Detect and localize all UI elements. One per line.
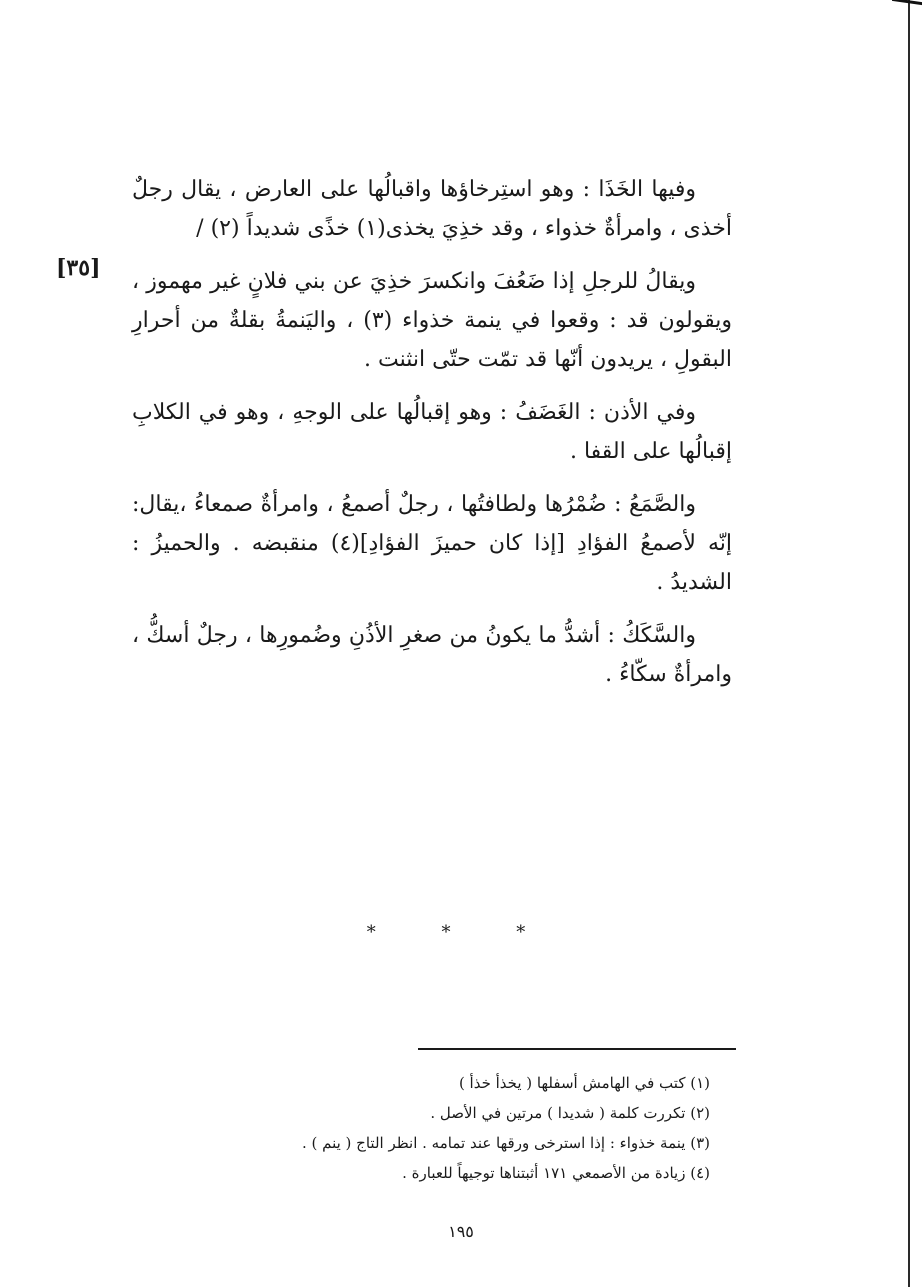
footnote-rule — [418, 1048, 736, 1050]
page-margin-marker: [٣٥] — [56, 255, 101, 281]
page-edge-line — [908, 0, 910, 1287]
paragraph-1: وفيها الخَذَا : وهو استِرخاؤها واقبالُها على العارض ، يقال رجلٌ أخذى ، وامرأةٌ خذواء ، وقد خذِيَ يخذى(١) خذًى شديداً (٢) / — [132, 177, 732, 241]
footnotes — [150, 1068, 710, 1188]
footnote-3: (٣) ينمة خذواء : إذا استرخى ورقها عند تمامه . انظر التاج ( ينم ) . — [301, 1134, 710, 1152]
footnote-4: (٤) زيادة من الأصمعي ١٧١ أثبتناها توجيهاً للعبارة . — [402, 1164, 710, 1182]
footnote-2: (٢) تكررت كلمة ( شديدا ) مرتين في الأصل . — [430, 1104, 710, 1122]
paragraph-3: وفي الأذن : الغَضَفُ : وهو إقبالُها على الوجهِ ، وهو في الكلابِ إقبالُها على القفا . — [132, 400, 732, 464]
page-corner-mark — [892, 0, 922, 11]
section-separator: * * * — [366, 922, 556, 943]
paragraph-4: والصَّمَعُ : ضُمْرُها ولطافتُها ، رجلٌ أصمعُ ، وامرأةٌ صمعاءُ ،يقال: إنّه لأصمعُ الفؤادِ [إذا كان حميزَ الفؤادِ](٤) منقبضه . والحميزُ : الشديدُ . — [132, 492, 732, 595]
main-text — [132, 170, 732, 708]
paragraph-5: والسَّكَكُ : أشدُّ ما يكونُ من صغرِ الأذُنِ وضُمورِها ، رجلٌ أسكُّ ، وامرأةٌ سكّاءُ . — [132, 623, 732, 687]
footnote-1: (١) كتب في الهامش أسفلها ( يخذأ خذأ ) — [458, 1074, 710, 1092]
page-number: ١٩٥ — [448, 1222, 474, 1241]
paragraph-2: ويقالُ للرجلِ إذا ضَعُفَ وانكسرَ خذِيَ عن بني فلانٍ غير مهموز ، ويقولون قد : وقعوا في ينمة خذواء (٣) ، واليَنمةُ بقلةٌ من أحرارِ البقولِ ، يريدون أنّها قد تمّت حتّى انثنت . — [132, 269, 733, 372]
